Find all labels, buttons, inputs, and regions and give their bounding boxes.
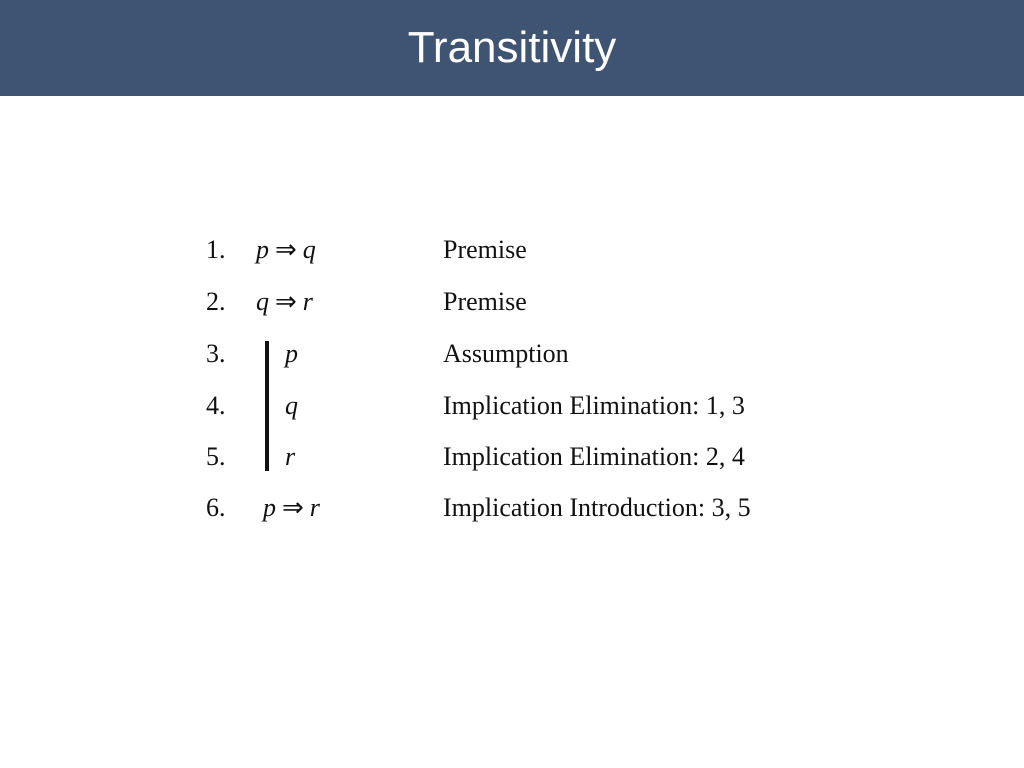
formula <box>285 339 298 369</box>
justification: Premise <box>443 235 527 264</box>
justification: Implication Introduction: 3, 5 <box>443 493 751 522</box>
formula <box>256 235 316 265</box>
formula-left: q <box>285 391 298 420</box>
implies-symbol: ⇒ <box>275 235 297 264</box>
formula-right: r <box>309 493 320 522</box>
justification: Assumption <box>443 339 569 368</box>
formula-left: p <box>285 339 298 368</box>
formula-left: p <box>256 235 269 264</box>
formula <box>263 493 320 523</box>
line-number: 1. <box>206 235 226 264</box>
line-number: 3. <box>206 339 226 368</box>
justification: Premise <box>443 287 527 316</box>
formula-left: q <box>256 287 269 316</box>
line-number: 4. <box>206 391 226 420</box>
formula <box>285 391 298 421</box>
line-number: 5. <box>206 442 226 471</box>
subproof-bar <box>265 341 269 471</box>
slide-title: Transitivity <box>407 23 617 72</box>
justification: Implication Elimination: 2, 4 <box>443 442 745 471</box>
line-number: 2. <box>206 287 226 316</box>
formula <box>285 442 295 472</box>
implies-symbol: ⇒ <box>275 287 297 316</box>
formula-right: q <box>302 235 316 264</box>
justification: Implication Elimination: 1, 3 <box>443 391 745 420</box>
formula-left: p <box>263 493 276 522</box>
formula-left: r <box>285 442 296 471</box>
implies-symbol: ⇒ <box>282 493 304 522</box>
line-number: 6. <box>206 493 226 522</box>
formula <box>256 287 313 317</box>
formula-right: r <box>302 287 313 316</box>
